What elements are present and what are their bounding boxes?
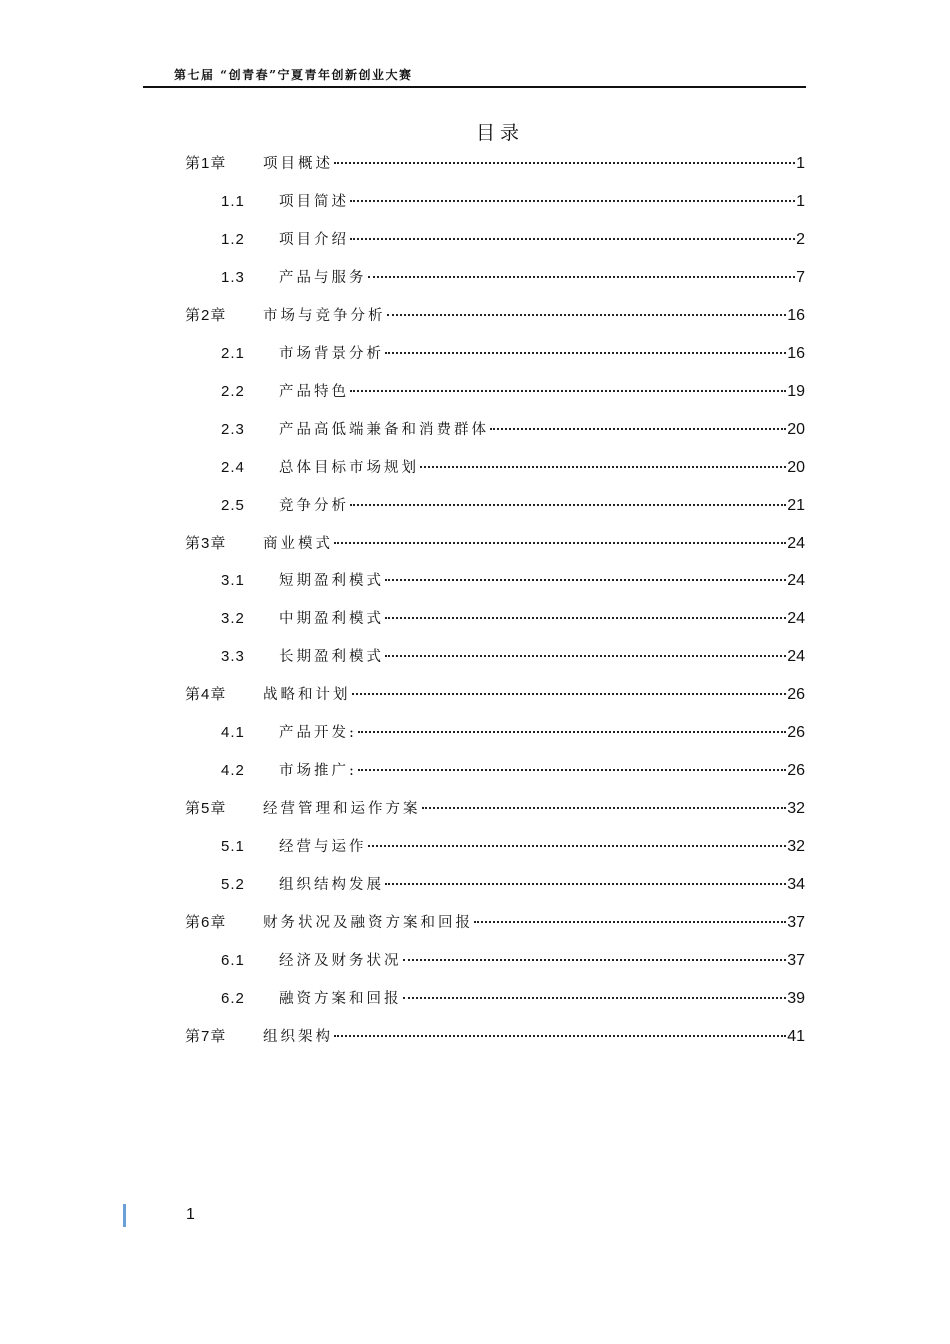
toc-entry-label: 项目简述: [279, 193, 349, 210]
toc-dot-leader: [385, 617, 786, 619]
toc-entry-page: 2: [796, 230, 805, 248]
toc-entry-page: 20: [787, 420, 805, 438]
toc-entry-page: 19: [787, 382, 805, 400]
toc-entry-page: 26: [787, 762, 805, 780]
toc-chapter-entry[interactable]: [185, 532, 805, 562]
toc-entry-number: 第1章: [185, 155, 227, 172]
toc-entry-label: 经济及财务状况: [279, 952, 402, 969]
toc-entry-label: 短期盈利模式: [279, 573, 384, 590]
toc-dot-leader: [385, 883, 786, 885]
toc-entry-label: 组织结构发展: [279, 877, 384, 894]
toc-entry-label: 产品特色: [279, 383, 349, 400]
toc-entry-page: 24: [787, 610, 805, 628]
toc-entry-page: 24: [787, 648, 805, 666]
toc-entry-number: 3.3: [221, 648, 245, 666]
toc-section-entry[interactable]: [221, 607, 805, 637]
toc-dot-leader: [403, 959, 787, 961]
toc-entry-number: 5.1: [221, 838, 245, 856]
toc-entry-page: 26: [787, 686, 805, 704]
toc-entry-number: 2.2: [221, 382, 245, 400]
toc-entry-number: 3.2: [221, 610, 245, 628]
toc-section-entry[interactable]: [221, 380, 805, 410]
toc-entry-label: 经营管理和运作方案: [263, 801, 421, 818]
toc-section-entry[interactable]: [221, 835, 805, 865]
toc-dot-leader: [334, 542, 786, 544]
toc-dot-leader: [334, 1035, 786, 1037]
toc-dot-leader: [385, 655, 786, 657]
toc-entry-label: 竞争分析: [279, 497, 349, 514]
toc-entry-label: 中期盈利模式: [279, 611, 384, 628]
toc-section-entry[interactable]: [221, 190, 805, 220]
toc-entry-page: 32: [787, 838, 805, 856]
toc-entry-label: 市场与竞争分析: [263, 307, 386, 324]
toc-entry-label: 市场背景分析: [279, 345, 384, 362]
toc-entry-page: 34: [787, 876, 805, 894]
toc-dot-leader: [420, 466, 786, 468]
toc-entry-number: 2.1: [221, 344, 245, 362]
toc-chapter-entry[interactable]: [185, 304, 805, 334]
toc-section-entry[interactable]: [221, 759, 805, 789]
toc-entry-label: 战略和计划: [263, 687, 351, 704]
toc-dot-leader: [350, 390, 786, 392]
toc-section-entry[interactable]: [221, 569, 805, 599]
toc-entry-label: 长期盈利模式: [279, 649, 384, 666]
toc-entry-label: 产品开发:: [279, 725, 357, 742]
toc-entry-number: 第2章: [185, 306, 227, 324]
toc-entry-page: 20: [787, 458, 805, 476]
toc-entry-label: 财务状况及融资方案和回报: [263, 915, 473, 931]
toc-dot-leader: [350, 238, 795, 240]
toc-entry-number: 1.1: [221, 192, 245, 210]
toc-entry-page: 39: [787, 989, 805, 1007]
footer-page-number: 1: [186, 1206, 195, 1223]
toc-dot-leader: [385, 352, 786, 354]
toc-dot-leader: [385, 579, 786, 581]
toc-entry-label: 产品与服务: [279, 269, 367, 286]
toc-dot-leader: [352, 693, 787, 695]
toc-chapter-entry[interactable]: [185, 1025, 805, 1055]
toc-entry-number: 第6章: [185, 914, 227, 931]
toc-section-entry[interactable]: [221, 721, 805, 751]
toc-section-entry[interactable]: [221, 494, 805, 524]
toc-entry-number: 第7章: [185, 1027, 227, 1045]
toc-entry-label: 项目介绍: [279, 231, 349, 248]
toc-entry-page: 41: [787, 1027, 805, 1045]
toc-entry-page: 37: [787, 914, 805, 931]
toc-entry-page: 16: [787, 344, 805, 362]
toc-entry-number: 第3章: [185, 534, 227, 552]
toc-dot-leader: [403, 997, 787, 999]
footer-accent-bar: [123, 1204, 126, 1227]
toc-entry-label: 总体目标市场规划: [279, 459, 419, 476]
toc-entry-number: 2.4: [221, 458, 245, 476]
toc-dot-leader: [350, 200, 795, 202]
toc-dot-leader: [334, 162, 795, 164]
toc-entry-number: 第5章: [185, 800, 227, 818]
toc-entry-page: 24: [787, 572, 805, 590]
toc-entry-page: 37: [787, 951, 805, 969]
toc-entry-page: 1: [796, 192, 805, 210]
toc-title: 目录: [475, 122, 524, 144]
toc-entry-number: 4.1: [221, 724, 245, 742]
toc-dot-leader: [358, 731, 786, 733]
toc-entry-number: 4.2: [221, 762, 245, 780]
toc-entry-number: 2.3: [221, 420, 245, 438]
page-header: [143, 62, 806, 88]
toc-section-entry[interactable]: [221, 228, 805, 258]
toc-entry-label: 市场推广:: [279, 763, 357, 780]
toc-entry-label: 商业模式: [263, 535, 333, 552]
toc-entry-label: 融资方案和回报: [279, 990, 402, 1007]
toc-section-entry[interactable]: [221, 949, 805, 979]
header-title: 第七届 “创青春”宁夏青年创新创业大赛: [174, 68, 413, 82]
toc-section-entry[interactable]: [221, 456, 805, 486]
toc-section-entry[interactable]: [221, 342, 805, 372]
toc-entry-number: 6.1: [221, 951, 245, 969]
toc-dot-leader: [387, 314, 787, 316]
toc-entry-label: 产品高低端兼备和消费群体: [279, 421, 489, 438]
toc-section-entry[interactable]: [221, 645, 805, 675]
toc-entry-number: 3.1: [221, 572, 245, 590]
toc-section-entry[interactable]: [221, 418, 805, 448]
toc-entry-label: 组织架构: [263, 1028, 333, 1045]
toc-dot-leader: [350, 504, 786, 506]
toc-entry-number: 1.3: [221, 268, 245, 286]
toc-dot-leader: [490, 428, 786, 430]
toc-chapter-entry[interactable]: [185, 797, 805, 827]
toc-chapter-entry[interactable]: [185, 911, 805, 941]
toc-entry-page: 7: [796, 268, 805, 286]
toc-dot-leader: [422, 807, 787, 809]
toc-entry-page: 16: [787, 306, 805, 324]
toc-section-entry[interactable]: [221, 266, 805, 296]
toc-entry-page: 26: [787, 724, 805, 742]
toc-dot-leader: [474, 921, 786, 923]
toc-entry-page: 21: [787, 496, 805, 514]
toc-entry-label: 项目概述: [263, 156, 333, 172]
toc-dot-leader: [368, 276, 796, 278]
toc-entry-number: 第4章: [185, 686, 227, 704]
toc-entry-page: 32: [787, 800, 805, 818]
toc-entry-page: 1: [796, 155, 805, 172]
toc-entry-label: 经营与运作: [279, 839, 367, 856]
toc-chapter-entry[interactable]: [185, 683, 805, 713]
toc-dot-leader: [358, 769, 786, 771]
toc-entry-number: 6.2: [221, 989, 245, 1007]
toc-section-entry[interactable]: [221, 987, 805, 1017]
toc-entry-number: 5.2: [221, 876, 245, 894]
toc-chapter-entry[interactable]: [185, 152, 805, 182]
toc-entry-number: 1.2: [221, 230, 245, 248]
toc-section-entry[interactable]: [221, 873, 805, 903]
toc-entry-page: 24: [787, 534, 805, 552]
toc-dot-leader: [368, 845, 787, 847]
toc-entry-number: 2.5: [221, 496, 245, 514]
